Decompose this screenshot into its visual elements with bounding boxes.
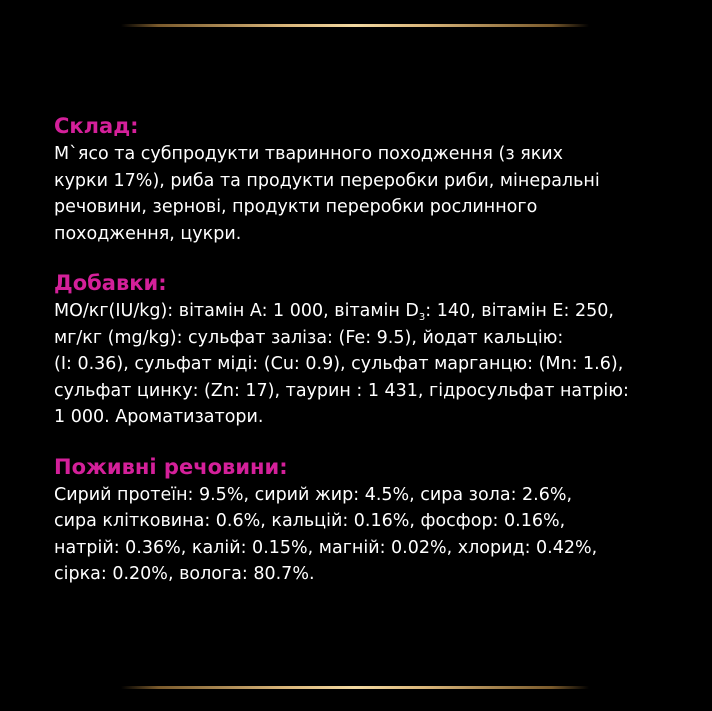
vitamin-d-subscript: 3 (418, 312, 426, 323)
additives-line (54, 298, 674, 325)
nutrients-line: Сирий протеїн: 9.5%, сирий жир: 4.5%, сира зола: 2.6%, (54, 484, 573, 505)
composition-section (54, 111, 674, 247)
bottom-gold-divider (121, 686, 589, 689)
nutrients-text (54, 482, 674, 588)
additives-heading: Добавки: (54, 271, 167, 295)
additives-line: 1 000. Ароматизатори. (54, 407, 264, 427)
additives-line-part: МО/кг(IU/kg): вітамін A: 1 000, вітамін D (54, 301, 419, 321)
nutrients-section (54, 452, 674, 588)
additives-line: мг/кг (mg/kg): сульфат заліза: (Fe: 9.5), йодат кальцію: (54, 327, 564, 348)
composition-line: курки 17%), риба та продукти переробки риби, мінеральні (54, 170, 600, 191)
nutrients-line: сира клітковина: 0.6%, кальцій: 0.16%, фосфор: 0.16%, (54, 511, 566, 531)
top-gold-divider (121, 24, 589, 27)
ingredients-panel (54, 111, 674, 588)
additives-line: (I: 0.36), сульфат міді: (Cu: 0.9), сульфат марганцю: (Mn: 1.6), (54, 354, 624, 374)
composition-line: М`ясо та субпродукти тваринного походження (з яких (54, 144, 564, 164)
nutrients-line: натрій: 0.36%, калій: 0.15%, магній: 0.02%, хлорид: 0.42%, (54, 537, 598, 558)
nutrients-line: сірка: 0.20%, волога: 80.7%. (54, 564, 315, 584)
nutrients-heading: Поживні речовини: (54, 454, 288, 479)
additives-section (54, 268, 674, 431)
additives-line-part: : 140, вітамін E: 250, (425, 301, 614, 321)
composition-text (54, 141, 674, 247)
composition-heading: Склад: (54, 114, 139, 138)
additives-line: сульфат цинку: (Zn: 17), таурин : 1 431, гідросульфат натрію: (54, 380, 629, 401)
composition-line: речовини, зернові, продукти переробки рослинного (54, 197, 538, 217)
additives-text (54, 298, 674, 431)
composition-line: походження, цукри. (54, 223, 242, 244)
